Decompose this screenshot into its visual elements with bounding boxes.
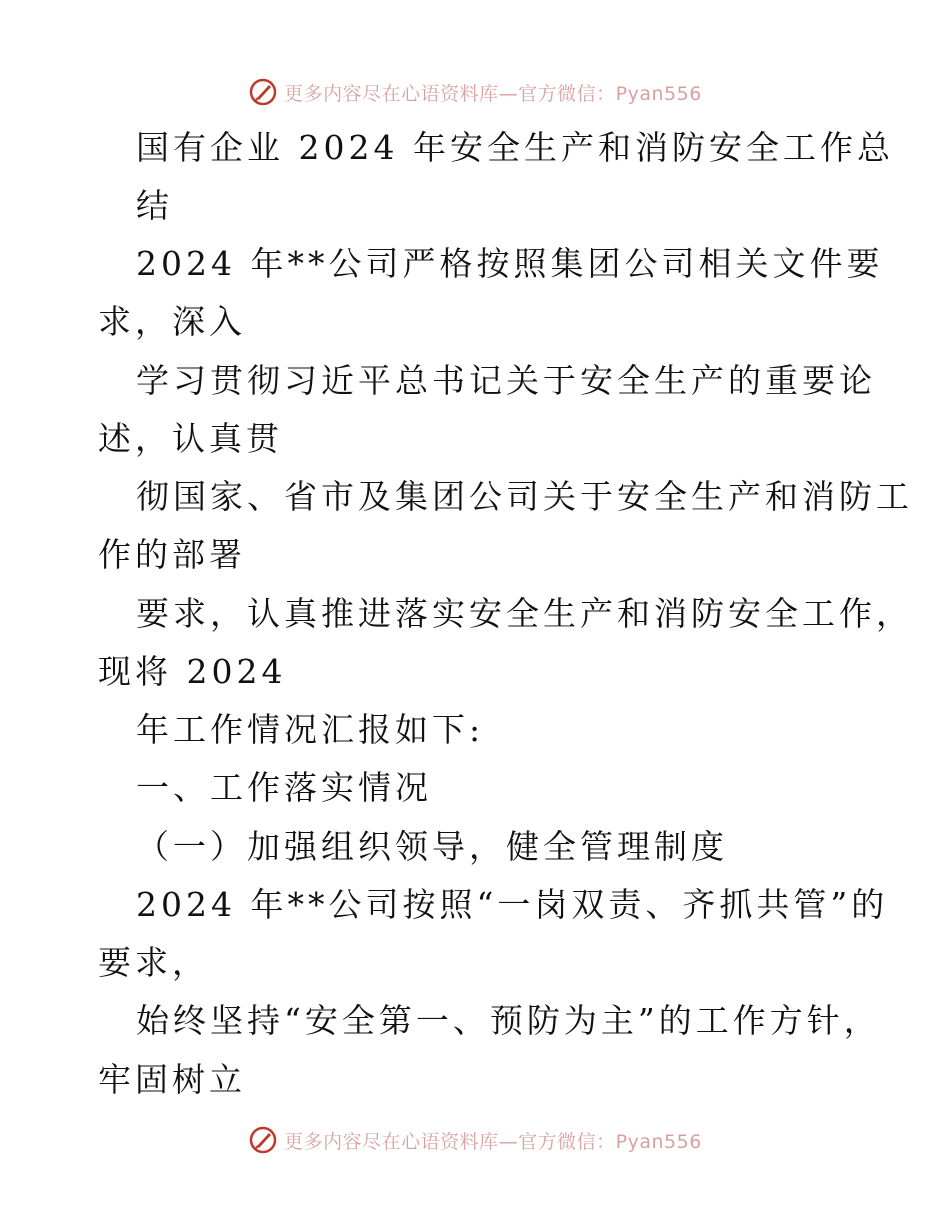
text-line: 结: [136, 186, 173, 225]
text-line: 要求，: [98, 943, 209, 982]
footer-watermark-text: 更多内容尽在心语资料库—官方微信：Pyan556: [284, 1130, 702, 1153]
text-line: 求，深入: [98, 302, 246, 341]
header-watermark-text: 更多内容尽在心语资料库—官方微信：Pyan556: [284, 82, 702, 105]
section-heading: 一、工作落实情况: [136, 768, 432, 807]
text-line: 2024 年**公司按照“一岗双责、齐抓共管”的: [136, 885, 889, 924]
footer-watermark-banner: [0, 1120, 950, 1160]
text-line: 国有企业 2024 年安全生产和消防安全工作总: [136, 128, 894, 167]
text-line: 学习贯彻习近平总书记关于安全生产的重要论: [136, 361, 876, 400]
text-line: 现将 2024: [98, 652, 287, 691]
text-line: 彻国家、省市及集团公司关于安全生产和消防工: [136, 477, 913, 516]
text-line: 作的部署: [98, 535, 246, 574]
text-line: 要求，认真推进落实安全生产和消防安全工作，: [136, 594, 913, 633]
text-line: 述，认真贯: [98, 419, 283, 458]
text-line: 始终坚持“安全第一、预防为主”的工作方针，: [136, 1001, 881, 1040]
text-line: 2024 年**公司严格按照集团公司相关文件要: [136, 244, 884, 283]
text-line: 年工作情况汇报如下:: [136, 710, 485, 749]
quill-seal-logo-icon: [248, 1125, 278, 1155]
subsection-heading: （一）加强组织领导，健全管理制度: [136, 827, 728, 866]
text-line: 牢固树立: [98, 1060, 246, 1099]
